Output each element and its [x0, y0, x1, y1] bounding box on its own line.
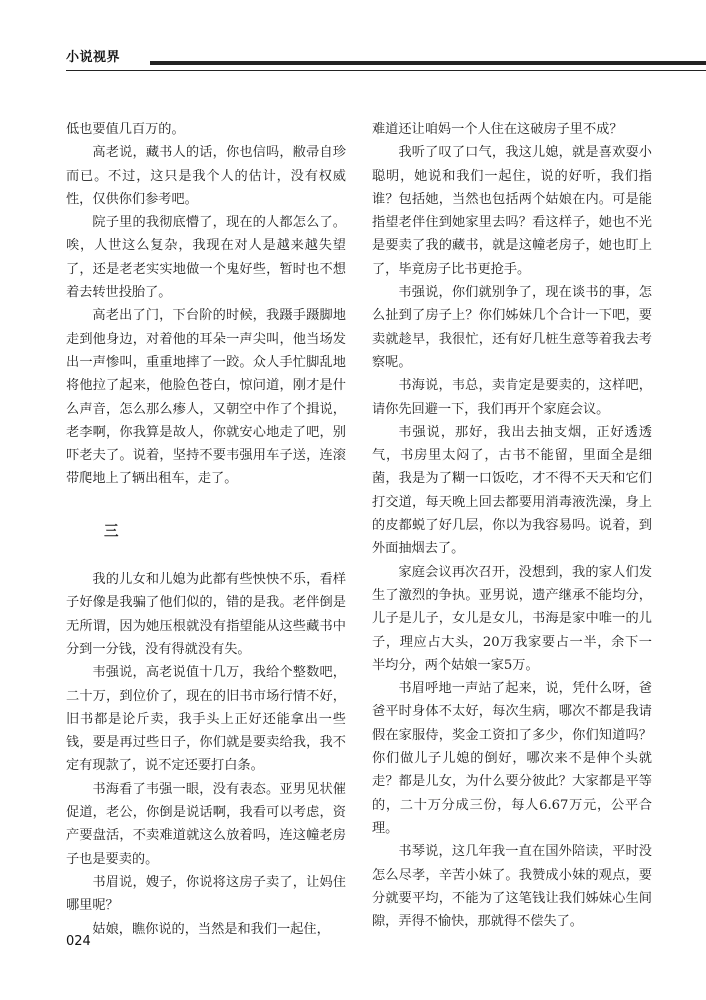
left-column	[66, 118, 346, 941]
magazine-section-title: 小说视界	[66, 50, 121, 65]
paragraph: 我的儿女和儿媳为此都有些怏怏不乐，看样子好像是我骗了他们似的，错的是我。老伴倒是无所谓，因为她压根就没有指望能从这些藏书中分到一分钱，没有得就没有失。	[66, 572, 346, 657]
paragraph: 韦强说，那好，我出去抽支烟，正好透透气，书房里太闷了，古书不能留，里面全是细菌，我是为了糊一口饭吃，才不得不天天和它们打交道，每天晚上回去都要用消毒液洗澡，身上的皮都蜕了好几层，你以为我容易吗。说着，到外面抽烟去了。	[372, 424, 652, 557]
page-header	[0, 0, 706, 90]
paragraph: 高老说，藏书人的话，你也信吗，敝帚自珍而已。不过，这只是我个人的估计，没有权威性，仅供你们参考吧。	[66, 145, 346, 207]
section-heading: 三	[104, 522, 119, 540]
paragraph: 低也要值几百万的。	[66, 122, 185, 137]
header-rule-thick	[150, 61, 706, 65]
paragraph: 书琴说，这几年我一直在国外陪读，平时没怎么尽孝，辛苦小妹了。我赞成小妹的观点，要分就要平均，不能为了这笔钱让我们姊妹心生间隙，弄得不愉快，那就得不偿失了。	[372, 844, 652, 930]
header-rule-thin	[66, 70, 706, 71]
page-number: 024	[66, 934, 91, 949]
paragraph: 我听了叹了口气，我这儿媳，就是喜欢耍小聪明，她说和我们一起住，说的好听，我们指谁？包括她，当然也包括两个姑娘在内。可是能指望老伴住到她家里去吗？看这样子，她也不光是要卖了我的藏书，就是这幢老房子，她也盯上了，毕竟房子比书更抢手。	[372, 145, 652, 277]
paragraph: 书海说，韦总，卖肯定是要卖的，这样吧，请你先回避一下，我们再开个家庭会议。	[372, 378, 652, 417]
paragraph: 家庭会议再次召开，没想到，我的家人们发生了激烈的争执。亚男说，遗产继承不能均分，儿子是儿子，女儿是女儿，书海是家中唯一的儿子，理应占大头，20万我家要占一半，余下一半均分，两个姑娘一家5万。	[372, 564, 652, 673]
paragraph: 姑娘，瞧你说的，当然是和我们一起住，	[92, 921, 330, 937]
paragraph: 高老出了门，下台阶的时候，我蹑手蹑脚地走到他身边，对着他的耳朵一声尖叫，他当场发出一声惨叫，重重地摔了一跤。众人手忙脚乱地将他拉了起来，他脸色苍白，惊问道，刚才是什么声音，怎么那么瘆人，又朝空中作了个揖说，老李啊，你我算是故人，你就安心地走了吧，别吓老夫了。说着，坚持不要韦强用车子送，连滚带爬地上了辆出租车，走了。	[66, 308, 346, 487]
paragraph: 书眉说，嫂子，你说将这房子卖了，让妈住哪里呢？	[66, 874, 346, 914]
paragraph: 韦强说，高老说值十几万，我给个整数吧，二十万，到位价了，现在的旧书市场行情不好，旧书都是论斤卖，我手头上正好还能拿出一些钱，要是再过些日子，你们就是要卖给我，我不定有现款了，说不定还要打白条。	[66, 665, 346, 774]
paragraph: 书海看了韦强一眼，没有表态。亚男见状催促道，老公，你倒是说话啊，我看可以考虑，资产要盘活，不卖难道就这么放着吗，连这幢老房子也是要卖的。	[66, 781, 346, 867]
paragraph: 书眉呼地一声站了起来，说，凭什么呀，爸爸平时身体不太好，每次生病，哪次不都是我请假在家服侍，奖金工资扣了多少，你们知道吗？你们做儿子儿媳的倒好，哪次来不是伸个头就走？都是儿女，为什么要分彼此？大家都是平等的，二十万分成三份，每人6.67万元，公平合理。	[372, 681, 652, 836]
paragraph-continuation: 难道还让咱妈一个人住在这破房子里不成？	[372, 122, 623, 137]
right-column	[372, 118, 652, 933]
paragraph: 韦强说，你们就别争了，现在谈书的事，怎么扯到了房子上？你们姊妹几个合计一下吧，要卖就趁早，我很忙，还有好几桩生意等着我去考察呢。	[372, 285, 652, 370]
paragraph: 院子里的我彻底懵了，现在的人都怎么了。唉，人世这么复杂，我现在对人是越来越失望了，还是老老实实地做一个鬼好些，暂时也不想着去转世投胎了。	[66, 215, 346, 301]
